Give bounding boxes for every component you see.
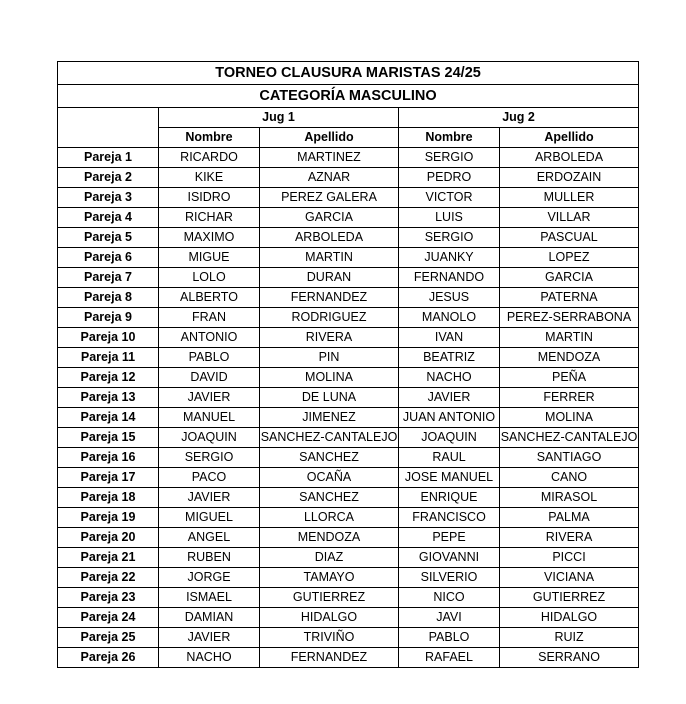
player2-last-name: PALMA: [500, 508, 639, 528]
player1-first-name: ALBERTO: [159, 288, 260, 308]
table-subtitle: CATEGORÍA MASCULINO: [58, 85, 639, 108]
player1-last-name: MARTINEZ: [260, 148, 399, 168]
player1-first-name: MAXIMO: [159, 228, 260, 248]
pair-label: Pareja 17: [58, 468, 159, 488]
player2-first-name: PEDRO: [399, 168, 500, 188]
column-header-apellido-1: Apellido: [260, 128, 399, 148]
subtitle-row: [58, 85, 639, 108]
player1-last-name: MARTIN: [260, 248, 399, 268]
player2-first-name: JOAQUIN: [399, 428, 500, 448]
player2-first-name: IVAN: [399, 328, 500, 348]
player1-last-name: DURAN: [260, 268, 399, 288]
player1-last-name: FERNANDEZ: [260, 648, 399, 668]
table-row: [58, 388, 639, 408]
player2-last-name: HIDALGO: [500, 608, 639, 628]
table-row: [58, 268, 639, 288]
pair-label: Pareja 14: [58, 408, 159, 428]
pair-label: Pareja 16: [58, 448, 159, 468]
player2-first-name: SERGIO: [399, 228, 500, 248]
player1-first-name: MANUEL: [159, 408, 260, 428]
pair-label: Pareja 22: [58, 568, 159, 588]
player1-last-name: RODRIGUEZ: [260, 308, 399, 328]
player1-last-name: OCAÑA: [260, 468, 399, 488]
player2-last-name: VICIANA: [500, 568, 639, 588]
table-row: [58, 508, 639, 528]
pair-label: Pareja 12: [58, 368, 159, 388]
player2-last-name: MOLINA: [500, 408, 639, 428]
pair-label: Pareja 13: [58, 388, 159, 408]
group-header-jug1: Jug 1: [159, 108, 399, 128]
player1-last-name: SANCHEZ: [260, 448, 399, 468]
player1-last-name: FERNANDEZ: [260, 288, 399, 308]
player1-last-name: PEREZ GALERA: [260, 188, 399, 208]
player2-last-name: MENDOZA: [500, 348, 639, 368]
table-row: [58, 648, 639, 668]
player1-first-name: DAVID: [159, 368, 260, 388]
pair-label: Pareja 24: [58, 608, 159, 628]
player1-last-name: AZNAR: [260, 168, 399, 188]
table-row: [58, 168, 639, 188]
group-header-jug2: Jug 2: [399, 108, 639, 128]
table-row: [58, 288, 639, 308]
player1-first-name: RUBEN: [159, 548, 260, 568]
player1-first-name: KIKE: [159, 168, 260, 188]
pair-label: Pareja 18: [58, 488, 159, 508]
player1-last-name: DIAZ: [260, 548, 399, 568]
player2-first-name: NICO: [399, 588, 500, 608]
player1-first-name: JAVIER: [159, 488, 260, 508]
group-header-row: [58, 108, 639, 128]
table-row: [58, 468, 639, 488]
column-header-row: [58, 128, 639, 148]
pairs-table: [57, 61, 639, 668]
player1-first-name: ISMAEL: [159, 588, 260, 608]
player1-first-name: JORGE: [159, 568, 260, 588]
player1-first-name: NACHO: [159, 648, 260, 668]
pair-label: Pareja 4: [58, 208, 159, 228]
player2-last-name: RUIZ: [500, 628, 639, 648]
player2-last-name: MARTIN: [500, 328, 639, 348]
table-title: TORNEO CLAUSURA MARISTAS 24/25: [58, 62, 639, 85]
table-row: [58, 308, 639, 328]
player2-first-name: BEATRIZ: [399, 348, 500, 368]
column-header-nombre-1: Nombre: [159, 128, 260, 148]
player1-first-name: ISIDRO: [159, 188, 260, 208]
pair-label: Pareja 3: [58, 188, 159, 208]
player1-last-name: TRIVIÑO: [260, 628, 399, 648]
table-row: [58, 628, 639, 648]
player2-last-name: SANTIAGO: [500, 448, 639, 468]
player2-last-name: FERRER: [500, 388, 639, 408]
player1-last-name: PIN: [260, 348, 399, 368]
corner-cell-lower: [58, 128, 159, 148]
player1-first-name: PACO: [159, 468, 260, 488]
player1-last-name: RIVERA: [260, 328, 399, 348]
player2-last-name: GARCIA: [500, 268, 639, 288]
pair-label: Pareja 23: [58, 588, 159, 608]
player2-first-name: SILVERIO: [399, 568, 500, 588]
pair-label: Pareja 26: [58, 648, 159, 668]
pair-label: Pareja 2: [58, 168, 159, 188]
player1-first-name: JOAQUIN: [159, 428, 260, 448]
player2-last-name: VILLAR: [500, 208, 639, 228]
player1-last-name: SANCHEZ-CANTALEJO: [260, 428, 399, 448]
player2-first-name: JESUS: [399, 288, 500, 308]
player1-last-name: ARBOLEDA: [260, 228, 399, 248]
player2-first-name: ENRIQUE: [399, 488, 500, 508]
player1-first-name: JAVIER: [159, 388, 260, 408]
player1-last-name: TAMAYO: [260, 568, 399, 588]
player2-first-name: SERGIO: [399, 148, 500, 168]
player2-first-name: PABLO: [399, 628, 500, 648]
player2-first-name: RAUL: [399, 448, 500, 468]
table-row: [58, 548, 639, 568]
player1-last-name: DE LUNA: [260, 388, 399, 408]
player1-first-name: PABLO: [159, 348, 260, 368]
table-row: [58, 228, 639, 248]
table-row: [58, 588, 639, 608]
player2-first-name: JUAN ANTONIO: [399, 408, 500, 428]
player1-last-name: GUTIERREZ: [260, 588, 399, 608]
player1-first-name: ANGEL: [159, 528, 260, 548]
table-row: [58, 368, 639, 388]
table-row: [58, 188, 639, 208]
table-row: [58, 608, 639, 628]
player1-last-name: GARCIA: [260, 208, 399, 228]
pair-label: Pareja 5: [58, 228, 159, 248]
player2-last-name: GUTIERREZ: [500, 588, 639, 608]
player2-first-name: VICTOR: [399, 188, 500, 208]
player2-last-name: MULLER: [500, 188, 639, 208]
table-row: [58, 408, 639, 428]
pair-label: Pareja 20: [58, 528, 159, 548]
column-header-apellido-2: Apellido: [500, 128, 639, 148]
player1-last-name: HIDALGO: [260, 608, 399, 628]
corner-cell: [58, 108, 159, 128]
player2-first-name: RAFAEL: [399, 648, 500, 668]
player2-first-name: PEPE: [399, 528, 500, 548]
player2-last-name: SANCHEZ-CANTALEJO: [500, 428, 639, 448]
table-row: [58, 328, 639, 348]
title-row: [58, 62, 639, 85]
player1-last-name: MOLINA: [260, 368, 399, 388]
table-row: [58, 528, 639, 548]
pair-label: Pareja 10: [58, 328, 159, 348]
player2-first-name: JAVIER: [399, 388, 500, 408]
player2-last-name: RIVERA: [500, 528, 639, 548]
player2-last-name: SERRANO: [500, 648, 639, 668]
table-row: [58, 428, 639, 448]
pair-label: Pareja 19: [58, 508, 159, 528]
player1-first-name: ANTONIO: [159, 328, 260, 348]
player1-first-name: MIGUE: [159, 248, 260, 268]
pair-label: Pareja 25: [58, 628, 159, 648]
player2-first-name: NACHO: [399, 368, 500, 388]
player2-first-name: JUANKY: [399, 248, 500, 268]
player2-last-name: ARBOLEDA: [500, 148, 639, 168]
player2-last-name: ERDOZAIN: [500, 168, 639, 188]
pair-label: Pareja 8: [58, 288, 159, 308]
table-row: [58, 248, 639, 268]
player1-first-name: FRAN: [159, 308, 260, 328]
player2-first-name: LUIS: [399, 208, 500, 228]
player1-last-name: JIMENEZ: [260, 408, 399, 428]
column-header-nombre-2: Nombre: [399, 128, 500, 148]
player1-first-name: LOLO: [159, 268, 260, 288]
player1-first-name: RICHAR: [159, 208, 260, 228]
player2-first-name: MANOLO: [399, 308, 500, 328]
player1-first-name: RICARDO: [159, 148, 260, 168]
player2-last-name: PASCUAL: [500, 228, 639, 248]
pair-label: Pareja 11: [58, 348, 159, 368]
player1-last-name: SANCHEZ: [260, 488, 399, 508]
player1-last-name: MENDOZA: [260, 528, 399, 548]
player2-first-name: GIOVANNI: [399, 548, 500, 568]
player2-last-name: LOPEZ: [500, 248, 639, 268]
player2-last-name: PEÑA: [500, 368, 639, 388]
table-row: [58, 348, 639, 368]
pair-label: Pareja 9: [58, 308, 159, 328]
player2-first-name: FRANCISCO: [399, 508, 500, 528]
player1-first-name: JAVIER: [159, 628, 260, 648]
table-row: [58, 208, 639, 228]
table-row: [58, 488, 639, 508]
table-row: [58, 568, 639, 588]
player1-first-name: DAMIAN: [159, 608, 260, 628]
player1-last-name: LLORCA: [260, 508, 399, 528]
player2-first-name: JAVI: [399, 608, 500, 628]
player1-first-name: MIGUEL: [159, 508, 260, 528]
player2-last-name: CANO: [500, 468, 639, 488]
player2-first-name: JOSE MANUEL: [399, 468, 500, 488]
table-row: [58, 148, 639, 168]
pair-label: Pareja 15: [58, 428, 159, 448]
player2-last-name: MIRASOL: [500, 488, 639, 508]
pair-label: Pareja 7: [58, 268, 159, 288]
pair-label: Pareja 6: [58, 248, 159, 268]
player2-last-name: PATERNA: [500, 288, 639, 308]
player1-first-name: SERGIO: [159, 448, 260, 468]
pair-label: Pareja 1: [58, 148, 159, 168]
player2-last-name: PICCI: [500, 548, 639, 568]
player2-first-name: FERNANDO: [399, 268, 500, 288]
player2-last-name: PEREZ-SERRABONA: [500, 308, 639, 328]
pair-label: Pareja 21: [58, 548, 159, 568]
table-row: [58, 448, 639, 468]
